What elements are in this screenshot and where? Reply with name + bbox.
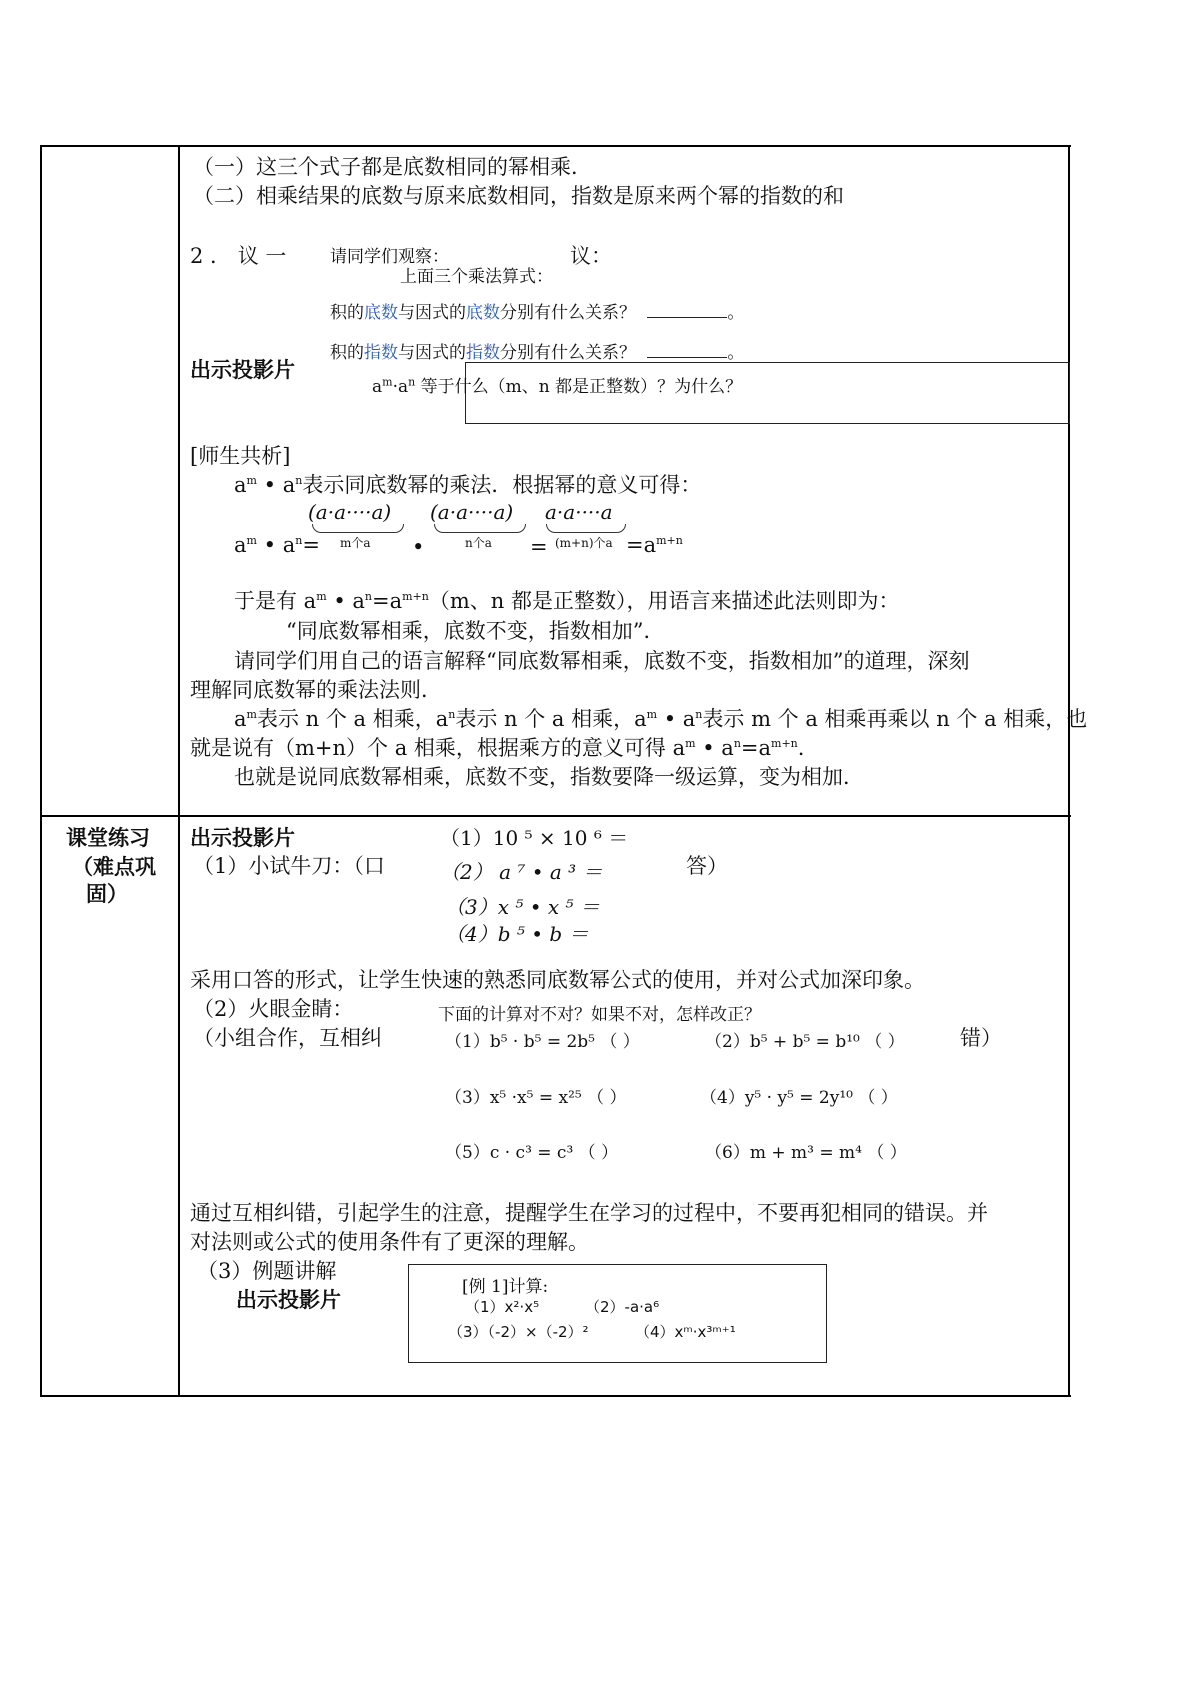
- judge-item-6: （6）m + m³ = m⁴ （ ）: [705, 1143, 907, 1163]
- derivation-result-text: =a: [626, 533, 657, 557]
- try-label: （1）小试牛刀：（口: [193, 854, 385, 878]
- judge-item-1: （1）b⁵ · b⁵ = 2b⁵ （ ）: [445, 1032, 640, 1052]
- q1-part-a: 积的: [330, 303, 364, 323]
- paragraph-2-c: 表示 m 个 a 相乘再乘以 n 个 a 相乘，也: [702, 707, 1088, 731]
- rule-statement: 于是有 $a^m$ • $a^n=a^{m+n}(m$、n 都是正整数），用语言来描述此法则即为：: [234, 589, 900, 613]
- derivation-dot: •: [412, 535, 425, 559]
- brace-label-3: (m+n)个a: [555, 536, 613, 550]
- brace-1: [312, 524, 404, 533]
- example-item-4: （4）xᵐ·x³ᵐ⁺¹: [635, 1323, 736, 1341]
- mutual-note-1: 通过互相纠错，引起学生的注意，提醒学生在学习的过程中，不要再犯相同的错误。并: [190, 1201, 988, 1225]
- try-label-end: 答）: [686, 854, 728, 878]
- example-title: [例 1]计算:: [462, 1277, 549, 1297]
- exercise-1: （1）10 ⁵ × 10 ⁶ ＝: [440, 826, 629, 850]
- observe-line-1: 请同学们观察：: [330, 247, 449, 267]
- q2-part-e: 分别有什么关系？: [500, 343, 636, 363]
- sharp-eye-label: （2）火眼金睛：: [193, 997, 354, 1021]
- answer-blank-2[interactable]: [647, 356, 727, 358]
- q2-part-d: 指数: [466, 343, 500, 363]
- table-column-divider: [178, 145, 180, 1397]
- blank-end-1: 。: [727, 303, 745, 323]
- table-left-border: [40, 145, 42, 1397]
- oral-note: 采用口答的形式，让学生快速的熟悉同底数幂公式的使用，并对公式加深印象。: [190, 968, 925, 992]
- q1-part-b: 底数: [364, 303, 398, 323]
- derivation-eq: =: [530, 535, 548, 559]
- rule-quote: “同底数幂相乘，底数不变，指数相加”．: [286, 619, 665, 643]
- paragraph-2: $a^m$表示 n 个 a 相乘，$a^n$表示 n 个 a 相乘，$a^m$ • $a^n$表示 m 个 a 相乘再乘以 n 个 a 相乘，也: [234, 707, 1088, 731]
- table-right-border: [1068, 145, 1070, 1397]
- row-label-line-3: 固）: [86, 882, 128, 906]
- table-row-divider: [40, 815, 1071, 817]
- paragraph-3: 也就是说同底数幂相乘，底数不变，指数要降一级运算，变为相加．: [234, 765, 864, 789]
- show-slide-label-3: 出示投影片: [236, 1288, 341, 1312]
- example-label: （3）例题讲解: [197, 1259, 337, 1283]
- rule-text-2: （m、n 都是正整数），用语言来描述此法则即为：: [428, 589, 900, 613]
- observe-line-2: 上面三个乘法算式：: [400, 267, 553, 287]
- analysis-title: [师生共析]: [190, 444, 291, 468]
- brace-term-2: (a·a····a): [430, 500, 514, 524]
- paragraph-1: 请同学们用自己的语言解释“同底数幂相乘，底数不变，指数相加”的道理，深刻: [234, 649, 970, 673]
- example-item-3: （3）（-2）×（-2）²: [448, 1323, 589, 1341]
- derivation-lhs: $a^m$ • $a^n=$: [234, 533, 320, 557]
- analysis-intro: $a^m$ • $a^n$表示同底数幂的乘法．根据幂的意义可得：: [234, 473, 702, 497]
- conclusion-1: （一）这三个式子都是底数相同的幂相乘．: [193, 155, 592, 179]
- paragraph-1b: 理解同底数幂的乘法法则．: [190, 678, 442, 702]
- example-item-2: （2）-a·a⁶: [585, 1298, 660, 1316]
- discuss-suffix: 议：: [570, 244, 612, 268]
- group-label-end: 错）: [960, 1026, 1002, 1050]
- q2-part-b: 指数: [364, 343, 398, 363]
- question-base: [330, 298, 744, 323]
- group-label: （小组合作，互相纠: [193, 1026, 382, 1050]
- judge-item-3: （3）x⁵ ·x⁵ = x²⁵ （ ）: [445, 1088, 627, 1108]
- rule-text-1: 于是有 a: [234, 589, 317, 613]
- brace-term-3: a·a····a: [545, 500, 613, 524]
- slide-question: $a^m\cdot a^n$ 等于什么（m、n 都是正整数）？为什么？: [372, 375, 743, 397]
- conclusion-2: （二）相乘结果的底数与原来底数相同，指数是原来两个幂的指数的和: [193, 184, 844, 208]
- judge-title: 下面的计算对不对？如果不对，怎样改正？: [438, 1005, 761, 1025]
- question-exponent: [330, 338, 744, 363]
- judge-item-5: （5）c · c³ = c³ （ ）: [445, 1143, 619, 1163]
- table-top-border: [40, 145, 1071, 147]
- row-label-line-1: 课堂练习: [66, 826, 150, 850]
- row-label-line-2: （难点巩: [72, 855, 156, 879]
- slide-question-text: 等于什么（m、n 都是正整数）？为什么？: [420, 377, 743, 397]
- mutual-note-2: 对法则或公式的使用条件有了更深的理解。: [190, 1230, 589, 1254]
- blank-end-2: 。: [727, 343, 745, 363]
- paragraph-2-a: 表示 n 个 a 相乘，a: [256, 707, 449, 731]
- analysis-intro-text: 表示同底数幂的乘法．根据幂的意义可得：: [302, 473, 702, 497]
- q1-part-c: 与因式的: [398, 303, 466, 323]
- discuss-prefix: 2 ． 议 一: [190, 244, 287, 268]
- paragraph-2-b: 表示 n 个 a 相乘，a: [455, 707, 647, 731]
- show-slide-label-1: 出示投影片: [190, 358, 295, 382]
- show-slide-label-2: 出示投影片: [190, 826, 295, 850]
- exercise-4: （4）b ⁵ • b ＝: [445, 922, 589, 946]
- exercise-2: （2） a ⁷ • a ³ ＝: [440, 860, 603, 884]
- brace-term-1: (a·a····a): [308, 500, 392, 524]
- paragraph-2d-text: 就是说有（m+n）个 a 相乘，根据乘方的意义可得 a: [190, 736, 686, 760]
- q1-part-e: 分别有什么关系？: [500, 303, 636, 323]
- brace-3: [546, 524, 626, 533]
- judge-item-2: （2）b⁵ + b⁵ = b¹⁰ （ ）: [705, 1032, 905, 1052]
- q2-part-c: 与因式的: [398, 343, 466, 363]
- exercise-3: （3）x ⁵ • x ⁵ ＝: [445, 895, 600, 919]
- paragraph-2d: 就是说有（m+n）个 a 相乘，根据乘方的意义可得 $a^m$ • $a^n=a^{m+n}$.: [190, 736, 805, 760]
- brace-label-1: m个a: [340, 536, 371, 550]
- q2-part-a: 积的: [330, 343, 364, 363]
- derivation-result: $=a^{m+n}$: [626, 533, 683, 557]
- brace-2: [434, 524, 526, 533]
- example-item-1: （1）x²·x⁵: [465, 1298, 540, 1316]
- judge-item-4: （4）y⁵ · y⁵ = 2y¹⁰ （ ）: [700, 1088, 898, 1108]
- table-bottom-border: [40, 1395, 1071, 1397]
- q1-part-d: 底数: [466, 303, 500, 323]
- answer-blank-1[interactable]: [647, 316, 727, 318]
- brace-label-2: n个a: [465, 536, 492, 550]
